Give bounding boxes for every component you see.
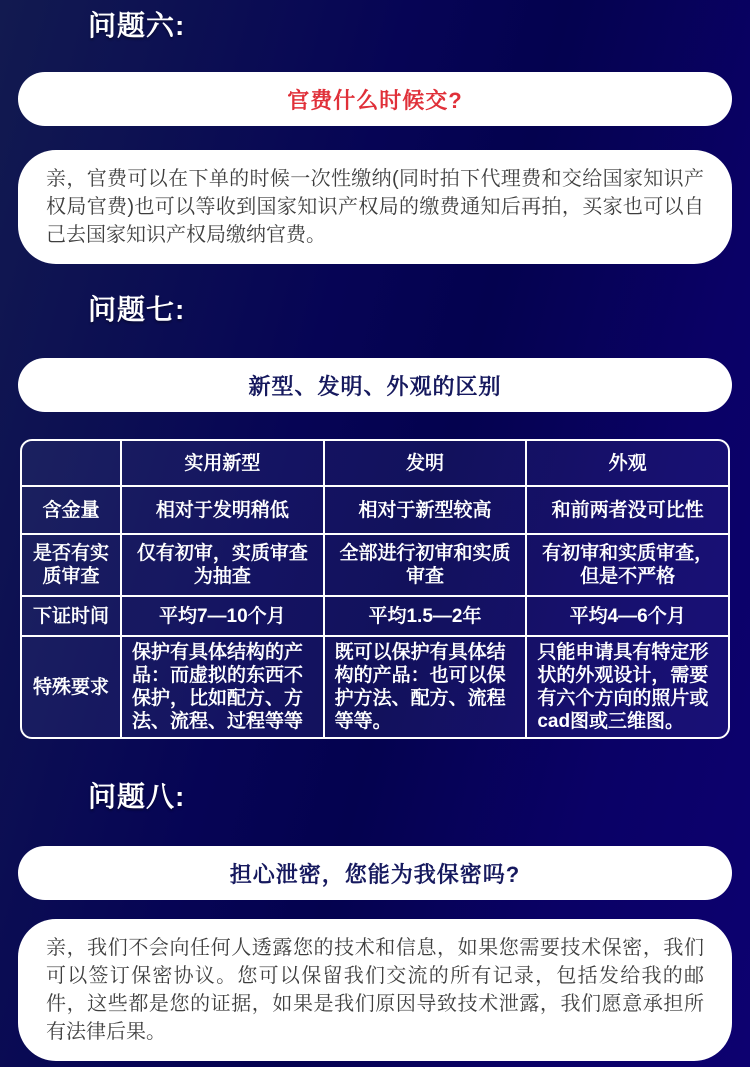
faq-section-q7 — [0, 292, 750, 739]
faq-section-q8 — [0, 779, 750, 1061]
table-cell: 平均7—10个月 — [121, 596, 324, 636]
table-row-gold-content — [21, 486, 729, 534]
table-cell: 保护有具体结构的产品：而虚拟的东西不保护，比如配方、方法、流程、过程等等 — [121, 636, 324, 738]
table-row-special-requirements — [21, 636, 729, 738]
table-cell: 相对于发明稍低 — [121, 486, 324, 534]
table-cell: 平均4—6个月 — [526, 596, 729, 636]
question-pill-q7-label: 新型、发明、外观的区别 — [248, 373, 502, 399]
table-row-substantive-exam — [21, 534, 729, 596]
section-heading-q8: 问题八: — [88, 781, 186, 812]
table-header-row — [21, 440, 729, 486]
question-pill-q8-label: 担心泄密，您能为我保密吗? — [229, 861, 521, 887]
header-cell-design: 外观 — [526, 440, 729, 486]
answer-box-q6 — [18, 150, 732, 264]
header-cell-invention: 发明 — [324, 440, 527, 486]
question-pill-q8 — [18, 846, 732, 900]
question-pill-q6 — [18, 72, 732, 126]
table-cell: 只能申请具有特定形状的外观设计，需要有六个方向的照片或cad图或三维图。 — [526, 636, 729, 738]
section-heading-q6: 问题六: — [88, 10, 186, 41]
table-cell: 全部进行初审和实质审查 — [324, 534, 527, 596]
table-cell: 相对于新型较高 — [324, 486, 527, 534]
row-label: 含金量 — [21, 486, 121, 534]
row-label: 特殊要求 — [21, 636, 121, 738]
row-label: 下证时间 — [21, 596, 121, 636]
table-cell: 平均1.5—2年 — [324, 596, 527, 636]
table-cell: 仅有初审，实质审查为抽查 — [121, 534, 324, 596]
answer-text-q8: 亲，我们不会向任何人透露您的技术和信息，如果您需要技术保密，我们可以签订保密协议。您可以保留我们交流的所有记录，包括发给我的邮件，这些都是您的证据，如果是我们原因导致技术泄露，我们愿意承担所有法律后果。 — [46, 937, 704, 1043]
faq-section-q6 — [0, 0, 750, 264]
comparison-table-grid — [20, 439, 730, 739]
table-row-grant-time — [21, 596, 729, 636]
question-pill-q6-label: 官费什么时候交? — [287, 87, 463, 113]
header-cell-empty — [21, 440, 121, 486]
answer-box-q8 — [18, 919, 732, 1061]
table-cell: 有初审和实质审查，但是不严格 — [526, 534, 729, 596]
table-cell: 和前两者没可比性 — [526, 486, 729, 534]
answer-text-q6: 亲，官费可以在下单的时候一次性缴纳(同时拍下代理费和交给国家知识产权局官费)也可以等收到国家知识产权局的缴费通知后再拍，买家也可以自己去国家知识产权局缴纳官费。 — [46, 168, 704, 246]
row-label: 是否有实质审查 — [21, 534, 121, 596]
table-cell: 既可以保护有具体结构的产品：也可以保护方法、配方、流程等等。 — [324, 636, 527, 738]
question-pill-q7 — [18, 358, 732, 412]
section-heading-q7: 问题七: — [88, 294, 186, 325]
comparison-table — [20, 439, 730, 739]
header-cell-utility: 实用新型 — [121, 440, 324, 486]
